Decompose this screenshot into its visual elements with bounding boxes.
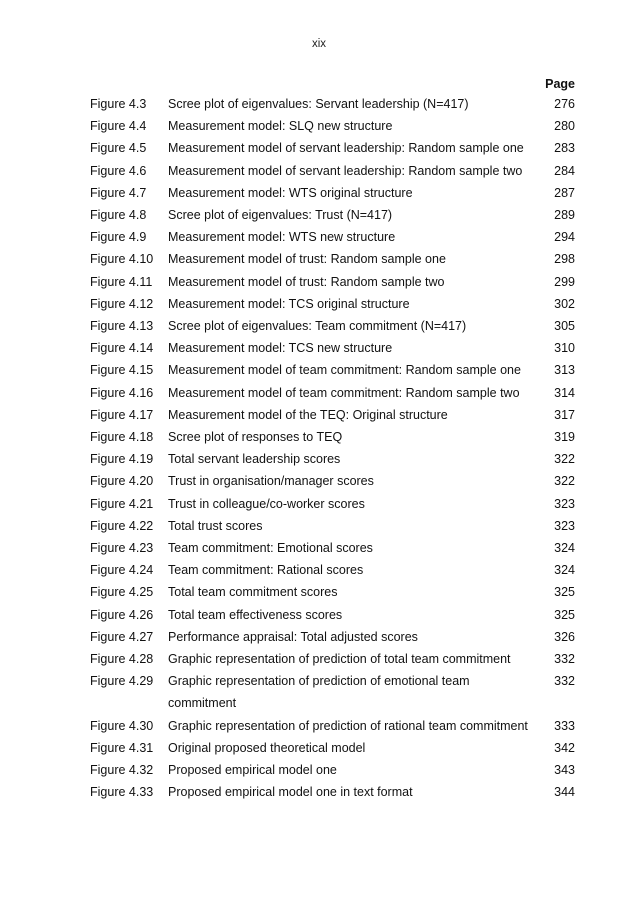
figure-number: Figure 4.19 [90, 452, 154, 467]
figure-title: Measurement model of team commitment: Random sample two [168, 385, 520, 400]
figure-title: Scree plot of eigenvalues: Trust (N=417) [168, 208, 393, 223]
figure-page: 323 [554, 518, 575, 533]
figure-entry [0, 93, 638, 115]
figure-entry [0, 271, 638, 293]
figure-page: 322 [554, 474, 575, 489]
figure-entry [0, 670, 638, 714]
figure-title: Performance appraisal: Total adjusted scores [168, 629, 418, 644]
figure-number: Figure 4.10 [90, 252, 154, 267]
figure-entry [0, 226, 638, 248]
figure-page: 324 [554, 563, 575, 578]
figure-number: Figure 4.29 [90, 674, 154, 689]
figure-title: Total team effectiveness scores [168, 607, 343, 622]
figure-page: 324 [554, 541, 575, 556]
figure-entry [0, 204, 638, 226]
figure-entry [0, 448, 638, 470]
figure-page: 302 [554, 296, 575, 311]
figure-title: Measurement model of the TEQ: Original structure [168, 407, 448, 422]
figure-number: Figure 4.11 [90, 274, 153, 289]
figure-page: 310 [554, 341, 575, 356]
figure-title: Graphic representation of prediction of rational team commitment [168, 718, 528, 733]
figure-title: Measurement model of servant leadership: Random sample two [168, 163, 523, 178]
figure-page: 298 [554, 252, 575, 267]
figure-number: Figure 4.22 [90, 518, 154, 533]
figure-number: Figure 4.28 [90, 652, 154, 667]
figure-title: Measurement model of servant leadership: Random sample one [168, 141, 524, 156]
figure-title: Trust in colleague/co-worker scores [168, 496, 365, 511]
figure-title: Measurement model of trust: Random sample two [168, 274, 445, 289]
figure-page: 287 [554, 185, 575, 200]
figure-entry [0, 404, 638, 426]
figure-title: Proposed empirical model one in text format [168, 785, 413, 800]
figure-title: Scree plot of responses to TEQ [168, 430, 343, 445]
figure-title: Graphic representation of prediction of emotional team commitment [168, 674, 470, 711]
figure-number: Figure 4.5 [90, 141, 147, 156]
figure-page: 332 [554, 652, 575, 667]
figure-entry [0, 781, 638, 803]
figure-title: Measurement model: SLQ new structure [168, 119, 393, 134]
figure-title: Graphic representation of prediction of total team commitment [168, 652, 511, 667]
figure-title: Original proposed theoretical model [168, 740, 366, 755]
figure-title: Measurement model: WTS new structure [168, 230, 396, 245]
figure-title: Proposed empirical model one [168, 763, 337, 778]
figure-number: Figure 4.4 [90, 119, 147, 134]
figure-entry [0, 137, 638, 159]
figure-entry [0, 737, 638, 759]
figure-entry [0, 759, 638, 781]
figure-page: 305 [554, 319, 575, 334]
figure-title: Total team commitment scores [168, 585, 338, 600]
figure-number: Figure 4.18 [90, 430, 154, 445]
figure-page: 313 [554, 363, 575, 378]
figure-title: Trust in organisation/manager scores [168, 474, 374, 489]
figure-page: 325 [554, 607, 575, 622]
figure-number: Figure 4.9 [90, 230, 147, 245]
figure-number: Figure 4.13 [90, 319, 154, 334]
figure-entry [0, 426, 638, 448]
figure-entry [0, 559, 638, 581]
figure-entry [0, 382, 638, 404]
figure-page: 289 [554, 208, 575, 223]
figure-number: Figure 4.12 [90, 296, 154, 311]
figure-page: 284 [554, 163, 575, 178]
figure-page: 344 [554, 785, 575, 800]
figure-number: Figure 4.27 [90, 629, 154, 644]
figure-page: 333 [554, 718, 575, 733]
figure-number: Figure 4.21 [90, 496, 154, 511]
figure-page: 325 [554, 585, 575, 600]
list-of-figures [0, 93, 638, 804]
figure-number: Figure 4.26 [90, 607, 154, 622]
figure-entry [0, 315, 638, 337]
figure-page: 332 [554, 674, 575, 689]
figure-number: Figure 4.30 [90, 718, 154, 733]
figure-entry [0, 715, 638, 737]
figure-title: Measurement model: TCS original structure [168, 296, 410, 311]
figure-title: Measurement model: TCS new structure [168, 341, 393, 356]
figure-page: 299 [554, 274, 575, 289]
figure-title: Measurement model: WTS original structure [168, 185, 413, 200]
figure-page: 283 [554, 141, 575, 156]
figure-entry [0, 626, 638, 648]
figure-entry [0, 537, 638, 559]
figure-number: Figure 4.15 [90, 363, 154, 378]
figure-number: Figure 4.33 [90, 785, 154, 800]
figure-page: 294 [554, 230, 575, 245]
figure-title: Measurement model of team commitment: Random sample one [168, 363, 521, 378]
figure-entry [0, 648, 638, 670]
figure-entry [0, 182, 638, 204]
figure-page: 317 [554, 407, 575, 422]
figure-title: Scree plot of eigenvalues: Team commitment (N=417) [168, 319, 467, 334]
figure-entry [0, 604, 638, 626]
figure-number: Figure 4.17 [90, 407, 154, 422]
page-column-header: Page [545, 77, 575, 91]
figure-number: Figure 4.32 [90, 763, 154, 778]
figure-page: 276 [554, 97, 575, 111]
figure-title: Scree plot of eigenvalues: Servant leadership (N=417) [168, 97, 469, 111]
figure-page: 322 [554, 452, 575, 467]
figure-page: 326 [554, 629, 575, 644]
figure-page: 319 [554, 430, 575, 445]
figure-entry [0, 470, 638, 492]
figure-page: 342 [554, 740, 575, 755]
figure-number: Figure 4.8 [90, 208, 147, 223]
figure-title: Total servant leadership scores [168, 452, 341, 467]
figure-entry [0, 493, 638, 515]
figure-entry [0, 115, 638, 137]
figure-entry [0, 337, 638, 359]
figure-title: Total trust scores [168, 518, 263, 533]
figure-number: Figure 4.14 [90, 341, 154, 356]
figure-title: Team commitment: Emotional scores [168, 541, 373, 556]
figure-entry [0, 581, 638, 603]
figure-number: Figure 4.25 [90, 585, 154, 600]
figure-number: Figure 4.23 [90, 541, 154, 556]
page-number: xix [311, 38, 327, 50]
figure-title: Measurement model of trust: Random sample one [168, 252, 446, 267]
figure-page: 343 [554, 763, 575, 778]
figure-entry [0, 359, 638, 381]
figure-number: Figure 4.20 [90, 474, 154, 489]
figure-page: 314 [554, 385, 575, 400]
figure-title: Team commitment: Rational scores [168, 563, 364, 578]
figure-page: 323 [554, 496, 575, 511]
figure-number: Figure 4.16 [90, 385, 154, 400]
figure-entry [0, 160, 638, 182]
figure-entry [0, 293, 638, 315]
figure-entry [0, 248, 638, 270]
figure-number: Figure 4.31 [90, 740, 154, 755]
figure-number: Figure 4.7 [90, 185, 147, 200]
figure-number: Figure 4.3 [90, 97, 147, 111]
figure-entry [0, 515, 638, 537]
figure-number: Figure 4.6 [90, 163, 147, 178]
figure-number: Figure 4.24 [90, 563, 154, 578]
figure-page: 280 [554, 119, 575, 134]
